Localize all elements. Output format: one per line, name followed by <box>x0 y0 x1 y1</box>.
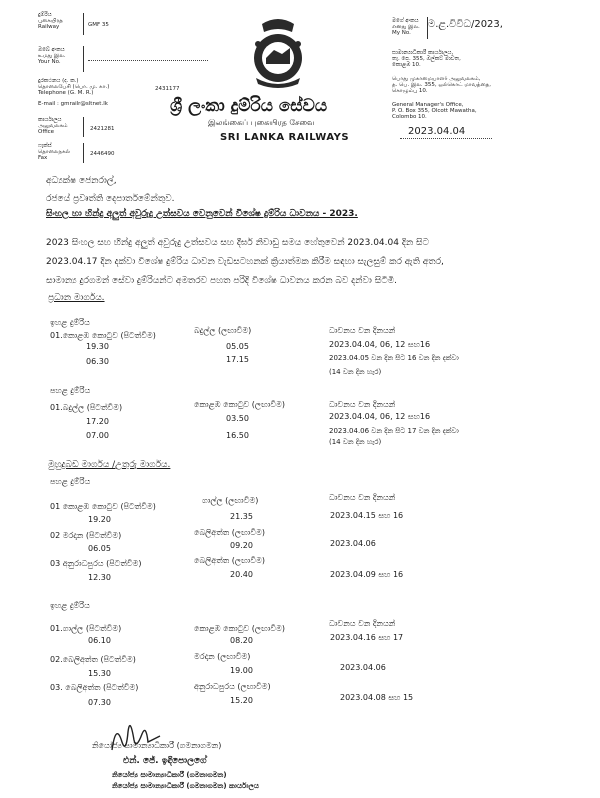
to-station: මරදාන (ලඟාවීම) <box>194 652 251 661</box>
run-days: 2023.04.08 සහ 15 <box>340 693 414 702</box>
org-name-sinhala: ශ්‍රී ලංකා දුම්රිය සේවය <box>170 96 328 116</box>
to-time: 09.20 <box>230 541 253 550</box>
to-time: 20.40 <box>230 570 253 579</box>
my-no-value: ම.ළ.විවිධ/2023, <box>428 19 503 30</box>
section-title-coastal-line: මුහුදුබඩ මාර්ගය /උතුරු මාර්ගය. <box>48 460 171 470</box>
my-no-label: මගේ අංකය எனது இல. My No. <box>392 18 420 36</box>
intro-line-1: 2023 සිංහල සහ හින්දු අලුත් අවුරුදු උත්සවය සහ දීර්ඝ නිවාඩු සමය හේතුවෙන් 2023.04.04 දින සිට <box>46 238 429 248</box>
run-days: 2023.04.09 සහ 16 <box>330 570 404 579</box>
from-station: 02 මරදාන (පිටත්වීම) <box>50 531 122 540</box>
run-days-note: (14 වන දින හැර) <box>329 368 382 376</box>
run-days: 2023.04.04, 06, 12 සහ16 <box>329 340 431 349</box>
from-station: 01.කොළඹ කොටුව (පිටත්වීම) <box>50 331 156 340</box>
your-no-line <box>88 60 208 61</box>
railway-value: GMF 35 <box>88 22 109 28</box>
to-station: බදුල්ල (ලඟාවීම) <box>194 326 252 335</box>
subject-line: සිංහල හා හින්දු අලුත් අවුරුදු උත්සවය වෙනුවෙන් විශේෂ දුම්රිය ධාවනය - 2023. <box>46 209 358 219</box>
direction-down: පහළ දුම්රිය <box>50 477 91 486</box>
run-days: 2023.04.06 <box>330 539 376 548</box>
from-station: 02.බෙලිඅත්ත (පිටත්වීම) <box>50 655 136 664</box>
run-days: 2023.04.15 සහ 16 <box>330 511 404 520</box>
address-sinhala: සාමාන්‍යාධිකාරී කාර්යාලය, තැ. පෙ. 355, ඔල්කට් මාවත, කොළඹ 10. <box>392 50 461 68</box>
from-time: 07.30 <box>88 698 111 707</box>
stamp-line-2: නියෝජ්‍ය සාමාන්‍යාධිකාරී (ගමනාගමන) කාර්යාලය <box>112 782 259 790</box>
direction-up: ඉහළ දුම්රිය <box>50 318 90 327</box>
from-time: 17.20 <box>86 417 109 426</box>
intro-line-2: 2023.04.17 දින දක්වා විශේෂ දුම්රිය ධාවන වැඩසටහනක් ක්‍රියාත්මක කිරීම සඳහා සැලසුම් කර ඇති අතර, <box>46 257 444 267</box>
from-time: 07.00 <box>86 431 109 440</box>
from-time: 06.05 <box>88 544 111 553</box>
office-label: කාර්යාලය அலுவலகம் Office <box>38 117 68 135</box>
intro-line-3: සාමාන්‍ය දුරගමන් සේවා දුම්රියන්ට අමතරව පහත පරිදි විශේෂ ධාවනය කරන බව දන්වා සිටිමි. <box>46 276 398 286</box>
letter-date: 2023.04.04 <box>408 126 466 137</box>
office-value: 2421281 <box>90 126 115 132</box>
from-station: 01.ගාල්ල (පිටත්වීම) <box>50 624 122 633</box>
to-time: 21.35 <box>230 512 253 521</box>
run-days: 2023.04.04, 06, 12 සහ16 <box>329 412 431 421</box>
to-station: කොළඹ කොටුව (ලඟාවීම) <box>194 400 285 409</box>
stamp-line-1: නියෝජ්‍ය සාමාන්‍යාධිකාරී (ගමනාගමන) <box>112 771 227 779</box>
from-time: 06.30 <box>86 357 109 366</box>
date-line <box>400 138 492 139</box>
email-text: E-mail : gmrailr@sltnet.lk <box>38 101 108 107</box>
to-station: ගාල්ල (ලඟාවීම) <box>202 496 259 505</box>
address-tamil: பொது முகாமையாளர் அலுவலகம், த. பெ. இல. 355, ஒல்கொட் மாவத்தை, கொழும்பு 10. <box>392 76 492 94</box>
from-time: 19.20 <box>88 515 111 524</box>
railway-brace <box>78 13 84 35</box>
from-time: 15.30 <box>88 669 111 678</box>
run-days: 2023.04.16 සහ 17 <box>330 633 404 642</box>
org-name-tamil: இலங்கைப் புகையிரத சேவை <box>208 118 315 127</box>
from-station: 03 අනුරාධපුරය (පිටත්වීම) <box>50 559 142 568</box>
signatory-title: නියෝජ්‍ය සාමාන්‍යාධිකාරී (ගමනාගමන) <box>92 741 222 750</box>
fax-value: 2446490 <box>90 151 115 157</box>
recipient-line-1: අධ්‍යක්ෂ ජෙනරාල්, <box>46 176 117 186</box>
run-days: 2023.04.06 වන දින සිට 17 වන දින දක්වා <box>329 427 459 435</box>
run-days-note: (14 වන දින හැර) <box>329 438 382 446</box>
days-header: ධාවනය වන දිනයන් <box>329 400 396 409</box>
direction-up: ඉහළ දුම්රිය <box>50 601 90 610</box>
from-time: 06.10 <box>88 636 111 645</box>
signatory-name: එන්. ජේ. ඉඳිපොලගේ <box>123 756 207 766</box>
fax-brace <box>78 143 84 163</box>
to-station: අනුරාධපුරය (ලඟාවීම) <box>194 682 271 691</box>
fax-label: ෆැක්ස් தொலைநகல் Fax <box>38 143 71 161</box>
from-time: 19.30 <box>86 342 109 351</box>
to-time: 03.50 <box>226 414 249 423</box>
days-header: ධාවනය වන දිනයන් <box>329 619 396 628</box>
sri-lanka-railways-emblem-icon <box>248 14 308 90</box>
to-time: 17.15 <box>226 355 249 364</box>
to-time: 08.20 <box>230 636 253 645</box>
to-station: බෙලිඅත්ත (ලඟාවීම) <box>194 556 265 565</box>
run-days: 2023.04.06 <box>340 663 386 672</box>
to-time: 05.05 <box>226 342 249 351</box>
from-station: 01 කොළඹ කොටුව (පිටත්වීම) <box>50 502 156 511</box>
from-time: 12.30 <box>88 573 111 582</box>
railway-label: දුම්රිය புகையிரத Railway <box>38 12 63 30</box>
from-station: 01.බදුල්ල (පිටත්වීම) <box>50 403 123 412</box>
to-station: බෙලිඅත්ත (ලඟාවීම) <box>194 528 265 537</box>
telephone-value: 2431177 <box>155 86 180 92</box>
your-no-label: ඔබේ අංකය உமது இல. Your No. <box>38 47 66 65</box>
to-time: 16.50 <box>226 431 249 440</box>
recipient-line-2: රජයේ ප්‍රවෘත්ති දෙපාර්තමේන්තුව. <box>46 194 175 204</box>
section-title-main-line: ප්‍රධාන මාර්ගය. <box>48 293 105 303</box>
run-days: 2023.04.05 වන දින සිට 16 වන දින දක්වා <box>329 354 459 362</box>
office-brace <box>78 117 84 137</box>
to-time: 15.20 <box>230 696 253 705</box>
org-name-english: SRI LANKA RAILWAYS <box>220 132 350 143</box>
telephone-label: දුරකථනය (ද. ක.) தொலைபேசி (பொ. மு. கா.) Telephone (G. M. R.) <box>38 78 110 96</box>
your-no-brace <box>78 46 84 72</box>
direction-down: පහළ දුම්රිය <box>50 386 91 395</box>
from-station: 03. බෙලිඅත්ත (පිටත්වීම) <box>50 683 139 692</box>
to-time: 19.00 <box>230 666 253 675</box>
days-header: ධාවනය වන දිනයන් <box>329 326 396 335</box>
to-station: කොළඹ කොටුව (ලඟාවීම) <box>194 624 285 633</box>
address-english: General Manager's Office, P. O. Box 355, Olcott Mawatha, Colombo 10. <box>392 102 477 120</box>
days-header: ධාවනය වන දිනයන් <box>329 493 396 502</box>
